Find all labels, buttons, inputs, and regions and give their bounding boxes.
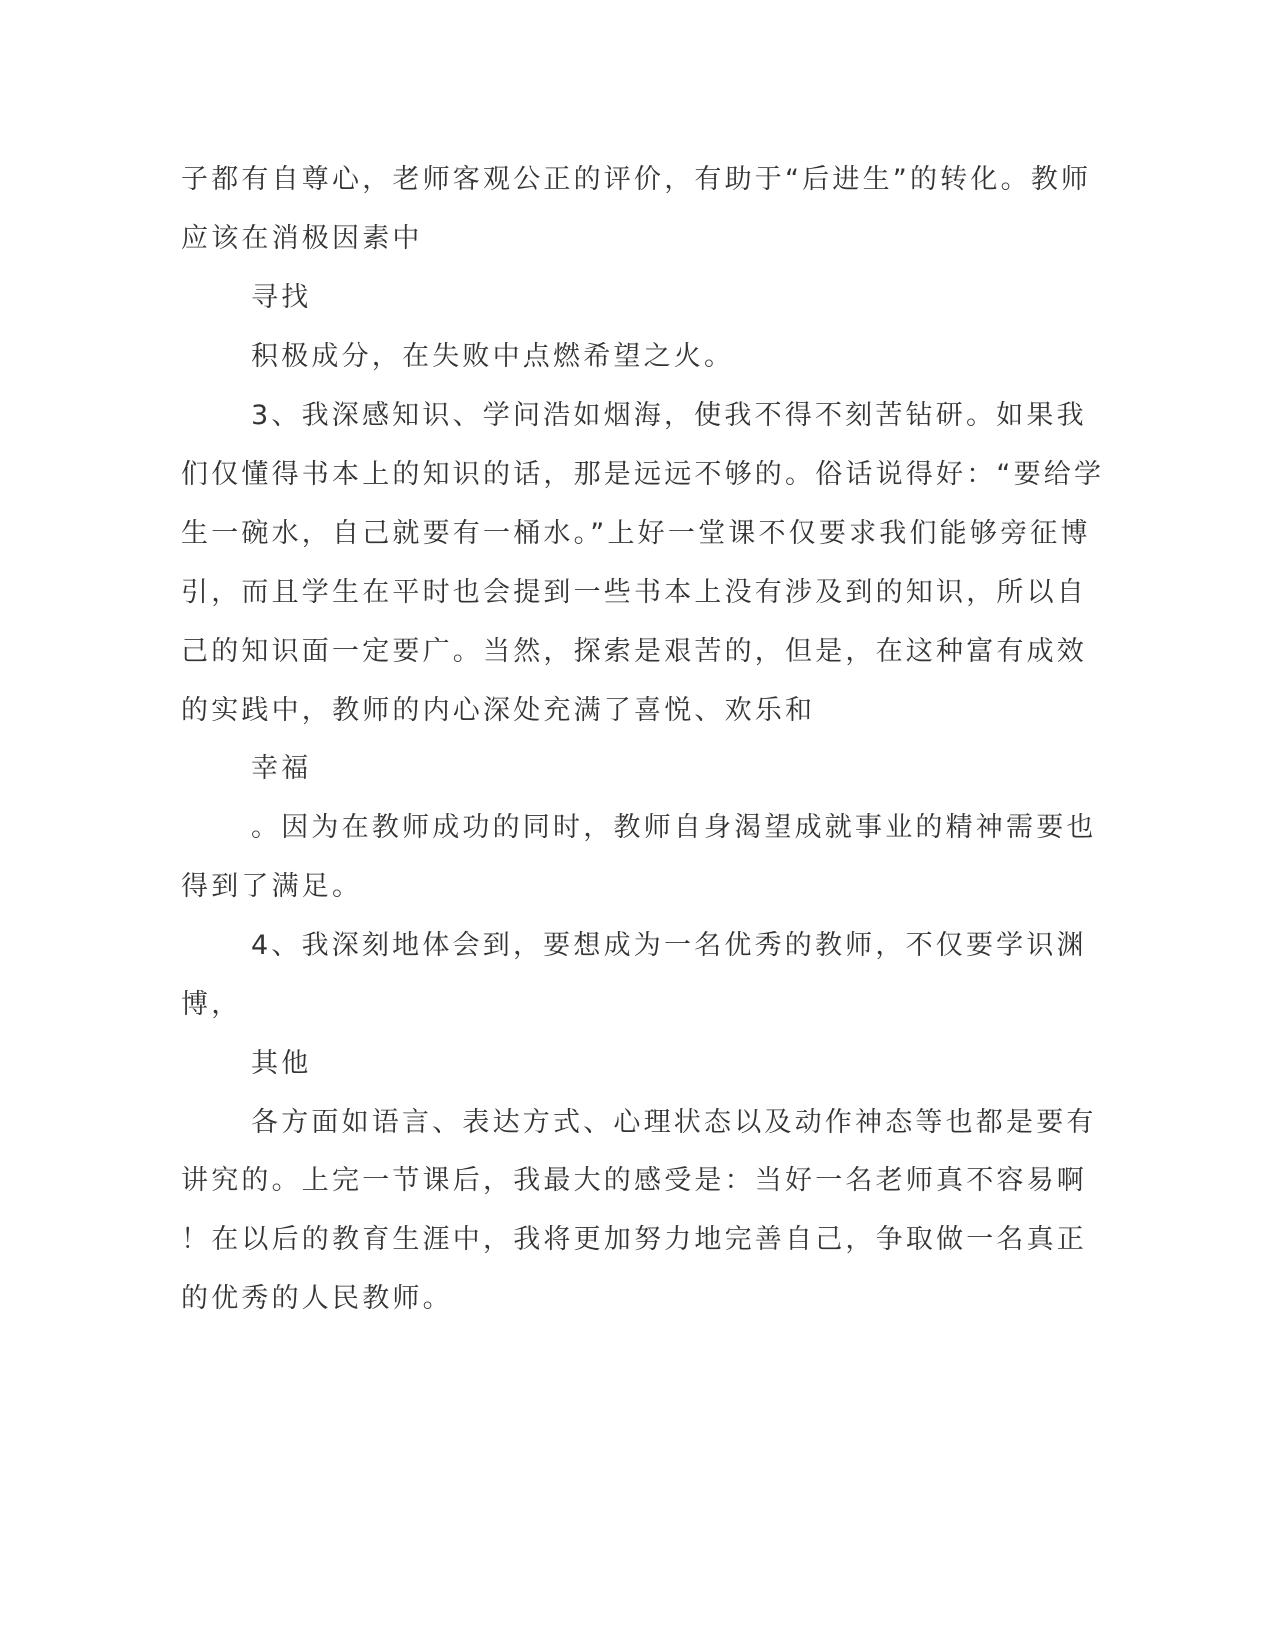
- text-line: 博，: [181, 989, 242, 1020]
- text-line: 讲究的。上完一节课后，我最大的感受是：当好一名老师真不容易啊: [181, 1165, 1087, 1196]
- text-line: 幸福: [251, 753, 312, 784]
- text-line: 各方面如语言、表达方式、心理状态以及动作神态等也都是要有: [251, 1107, 1097, 1138]
- text-line: 的实践中，教师的内心深处充满了喜悦、欢乐和: [181, 695, 816, 726]
- text-line: 引，而且学生在平时也会提到一些书本上没有涉及到的知识，所以自: [181, 577, 1087, 608]
- text-line: 己的知识面一定要广。当然，探索是艰苦的，但是，在这种富有成效: [181, 636, 1087, 667]
- text-line: 。因为在教师成功的同时，教师自身渴望成就事业的精神需要也: [251, 812, 1097, 843]
- text-line: ！在以后的教育生涯中，我将更加努力地完善自己，争取做一名真正: [181, 1224, 1087, 1255]
- text-line: 其他: [251, 1048, 312, 1079]
- text-line: 应该在消极因素中: [181, 223, 423, 254]
- text-line: 3、我深感知识、学问浩如烟海，使我不得不刻苦钻研。如果我: [251, 400, 1087, 431]
- text-line: 寻找: [251, 282, 312, 313]
- text-line: 子都有自尊心，老师客观公正的评价，有助于“后进生”的转化。教师: [181, 164, 1092, 195]
- text-line: 生一碗水，自己就要有一桶水。”上好一堂课不仅要求我们能够旁征博: [181, 518, 1091, 549]
- text-line: 得到了满足。: [181, 871, 363, 902]
- text-line: 们仅懂得书本上的知识的话，那是远远不够的。俗话说得好：“要给学: [181, 459, 1105, 490]
- text-line: 的优秀的人民教师。: [181, 1283, 453, 1314]
- text-line: 积极成分，在失败中点燃希望之火。: [251, 341, 735, 372]
- text-line: 4、我深刻地体会到，要想成为一名优秀的教师，不仅要学识渊: [251, 930, 1087, 961]
